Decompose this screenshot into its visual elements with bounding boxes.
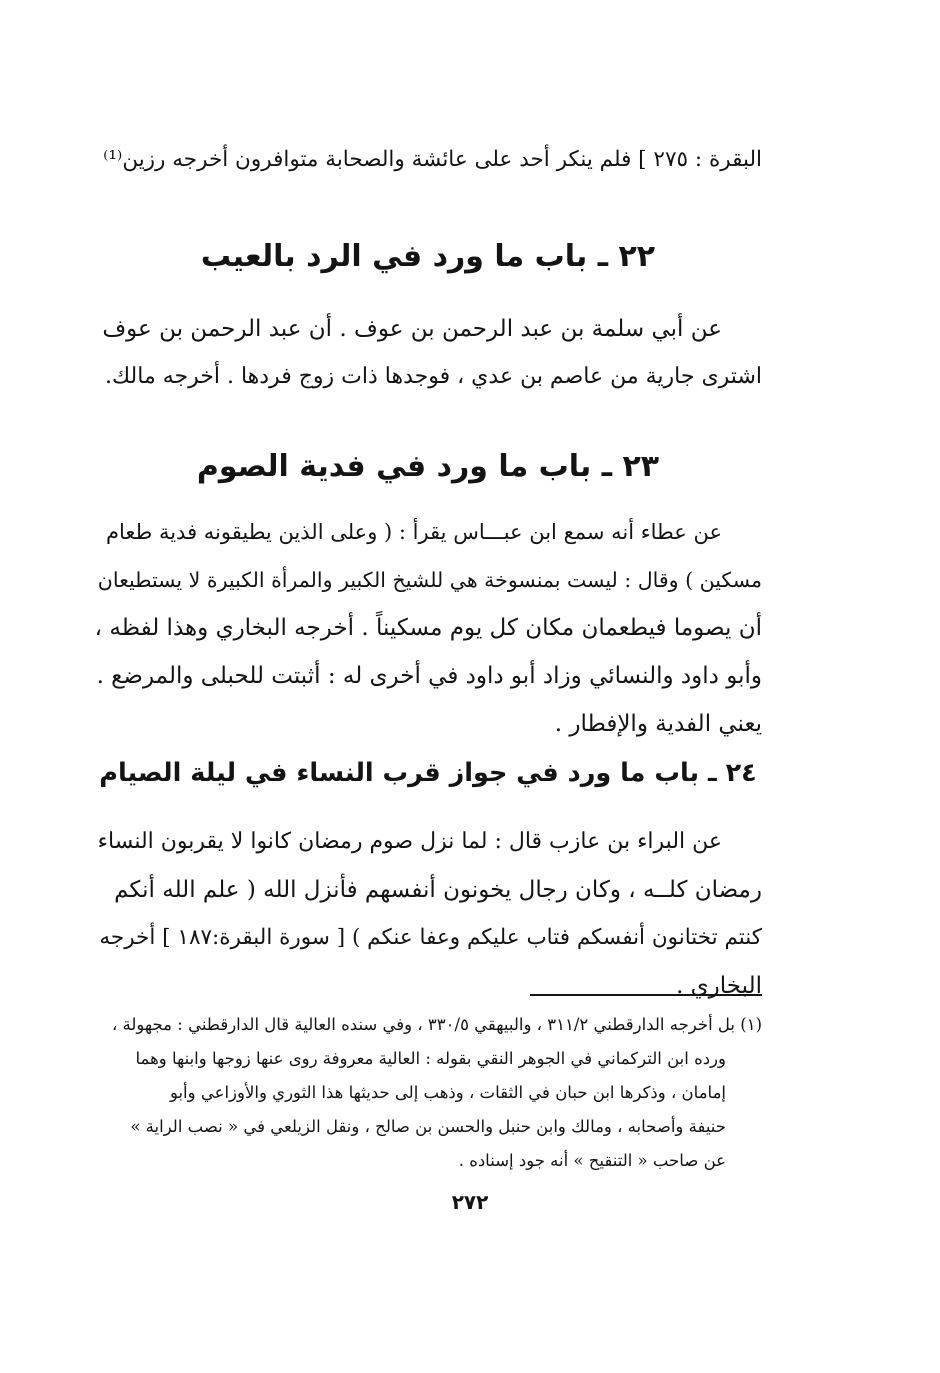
body-line: مسكين ) وقال : ليست بمنسوخة هي للشيخ الكبير والمرأة الكبيرة لا يستطيعان bbox=[97, 568, 762, 592]
body-line: كنتم تختانون أنفسكم فتاب عليكم وعفا عنكم ) [ سورة البقرة:١٨٧ ] أخرجه bbox=[99, 925, 762, 950]
section-heading-24: ٢٤ ـ باب ما ورد في جواز قرب النساء في ليلة الصيام bbox=[99, 758, 757, 788]
continuation-paragraph bbox=[94, 136, 762, 184]
section-24-body bbox=[94, 818, 762, 1010]
body-line: أن يصوما فيطعمان مكان كل يوم مسكيناً . أخرجه البخاري وهذا لفظه ، bbox=[94, 615, 762, 641]
continuation-line: البقرة : ٢٧٥ ] فلم ينكر أحد على عائشة والصحابة متوافرون أخرجه رزين⁽¹⁾ bbox=[103, 147, 762, 172]
section-heading-23: ٢٣ ـ باب ما ورد في فدية الصوم bbox=[196, 449, 660, 484]
footnote-line: حنيفة وأصحابه ، ومالك وابن حنبل والحسن بن صالح ، ونقل الزيلعي في « نصب الراية » bbox=[130, 1117, 726, 1136]
body-line: اشترى جارية من عاصم بن عدي ، فوجدها ذات زوج فردها . أخرجه مالك. bbox=[105, 364, 762, 389]
page-number: ٢٧٢ bbox=[451, 1190, 489, 1214]
body-line: عن البراء بن عازب قال : لما نزل صوم رمضان كانوا لا يقربون النساء bbox=[97, 829, 722, 854]
section-22-body bbox=[94, 305, 762, 401]
body-line: وأبو داود والنسائي وزاد أبو داود في أخرى له : أثبتت للحبلى والمرضع . bbox=[96, 663, 762, 689]
footnote-separator bbox=[530, 994, 762, 996]
body-line: عن عطاء أنه سمع ابن عبـــاس يقرأ : ( وعلى الذين يطيقونه فدية طعام bbox=[106, 520, 722, 544]
footnote bbox=[94, 1008, 762, 1178]
body-line: البخاري . bbox=[676, 973, 762, 999]
footnote-line: عن صاحب « التنقيح » أنه جود إسناده . bbox=[458, 1151, 726, 1170]
footnote-line: (١) بل أخرجه الدارقطني ٣١١/٢ ، والبيهقي ٣٣٠/٥ ، وفي سنده العالية قال الدارقطني : مجهولة ، bbox=[111, 1015, 762, 1034]
body-line: رمضان كلــه ، وكان رجال يخونون أنفسهم فأنزل الله ( علم الله أنكم bbox=[114, 877, 762, 903]
section-heading-22: ٢٢ ـ باب ما ورد في الرد بالعيب bbox=[200, 239, 656, 274]
footnote-line: ورده ابن التركماني في الجوهر النقي بقوله : العالية معروفة روى عنها زوجها وابنها وهما bbox=[135, 1049, 726, 1068]
body-line: يعني الفدية والإفطار . bbox=[554, 711, 762, 737]
section-23-body bbox=[94, 508, 762, 748]
footnote-line: إمامان ، وذكرها ابن حبان في الثقات ، وذهب إلى حديثها هذا الثوري والأوزاعي وأبو bbox=[169, 1083, 726, 1102]
body-line: عن أبي سلمة بن عبد الرحمن بن عوف . أن عبد الرحمن بن عوف bbox=[102, 316, 722, 342]
